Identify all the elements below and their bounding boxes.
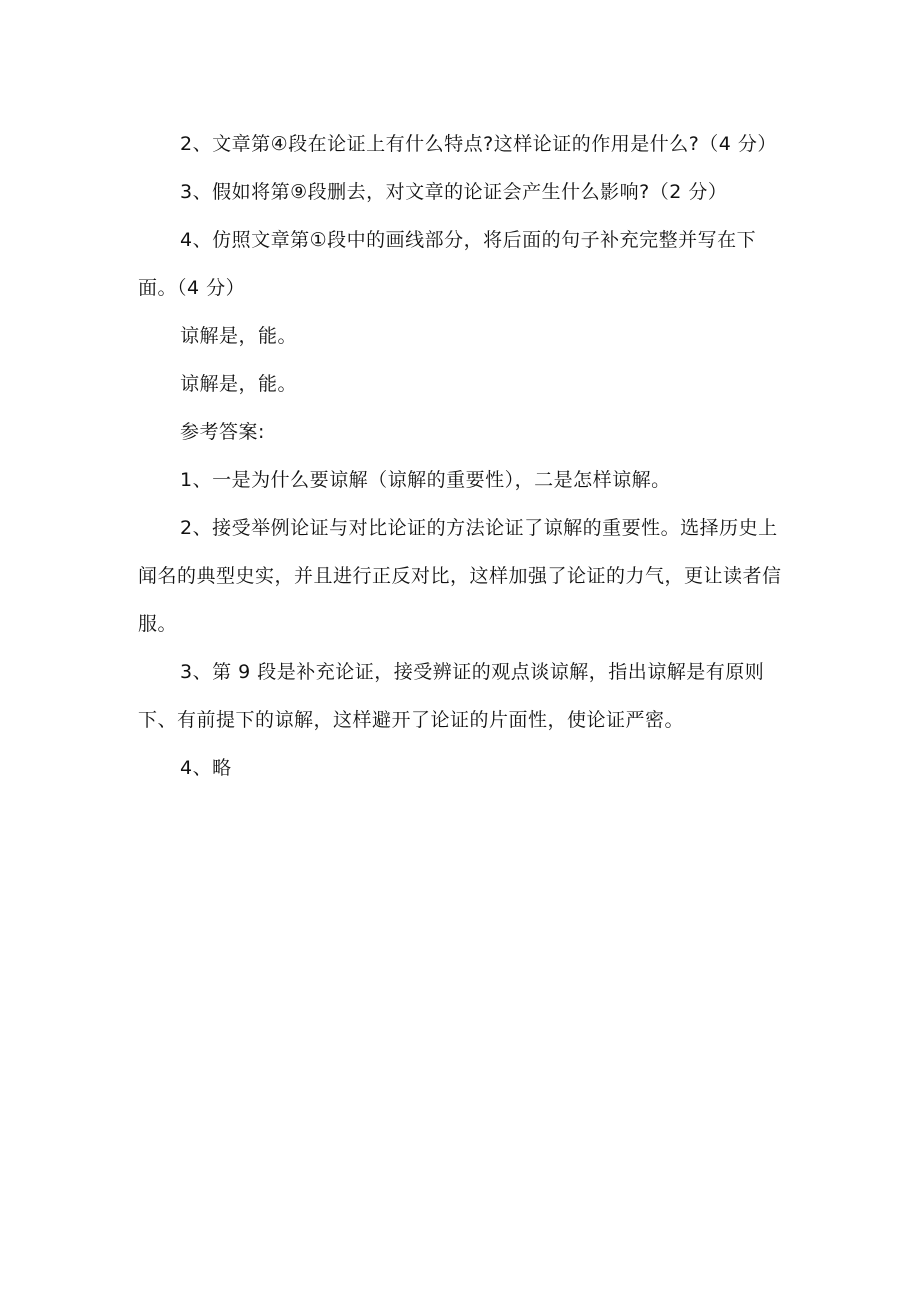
- answer-2: 2、接受举例论证与对比论证的方法论证了谅解的重要性。选择历史上闻名的典型史实，并且进行正反对比，这样加强了论证的力气，更让读者信服。: [138, 517, 782, 635]
- answer-1: 1、一是为什么要谅解（谅解的重要性），二是怎样谅解。: [180, 469, 671, 491]
- answer-line-2: 谅解是，能。: [180, 373, 298, 395]
- reference-answers-heading: 参考答案:: [180, 421, 265, 443]
- question-3: 3、假如将第⑨段删去，对文章的论证会产生什么影响?（2 分）: [180, 181, 728, 203]
- answer-3: 3、第 9 段是补充论证，接受辨证的观点谈谅解，指出谅解是有原则下、有前提下的谅解，这样避开了论证的片面性，使论证严密。: [138, 661, 765, 731]
- answer-line-1: 谅解是，能。: [180, 325, 298, 347]
- answer-4: 4、略: [180, 757, 232, 779]
- document-body: [138, 120, 788, 792]
- question-4: 4、仿照文章第①段中的画线部分，将后面的句子补充完整并写在下面。（4 分）: [138, 229, 757, 299]
- question-2: 2、文章第④段在论证上有什么特点?这样论证的作用是什么?（4 分）: [180, 133, 777, 155]
